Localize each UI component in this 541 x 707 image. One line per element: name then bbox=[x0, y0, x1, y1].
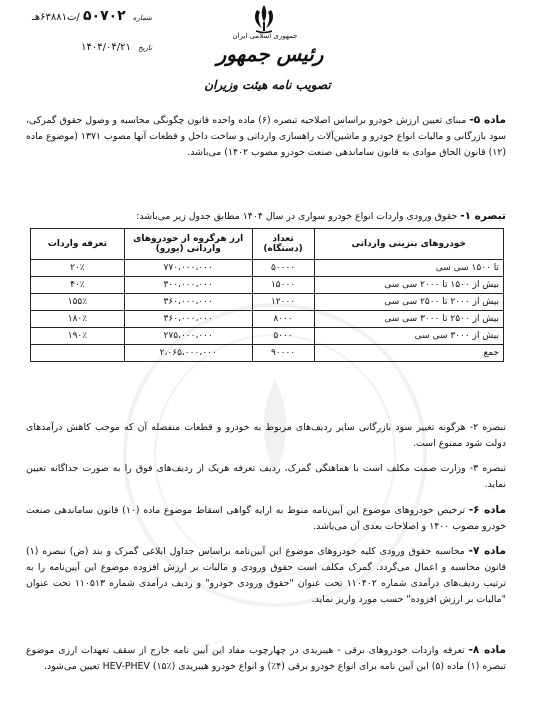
article-7-body: محاسبه حقوق ورودی کلیه خودروهای موضوع این آیین‌نامه براساس جداول ابلاغی گمرک و بند (ض) تبصره (۱) قانون محاسبه و اعمال می‌گردد. گمرک مکلف است حقوق ورودی و مالیات بر ارزش افزوده موضوع این آیین‌نامه را به ترتیب ردیف‌های درآمدی شماره ۱۱۰۴۰۲ تحت عنوان "حقوق ورودی خودرو" و ردیف درآمدی شماره ۱۱۰۵۱۳ تحت عنوان "مالیات بر ارزش افزوده" حسب مورد واریز نماید. bbox=[26, 546, 506, 605]
row-value: ۳۶۰،۰۰۰،۰۰۰ bbox=[124, 294, 252, 311]
note-1 bbox=[26, 208, 506, 225]
row-tariff: ۱۵۵٪ bbox=[31, 294, 125, 311]
note-1-title: تبصره ۱- bbox=[460, 210, 506, 222]
date-value: ۱۴۰۴/۰۴/۲۱ bbox=[81, 42, 131, 53]
article-8-body: تعرفه واردات خودروهای برقی - هیبریدی در چهارچوب مفاد این آیین نامه خارج از سقف تعهدات ارزی موضوع تبصره (۱) ماده (۵) این آیین نامه برای انواع خودرو برقی (۴٪) و انواع خودرو هیبریدی HEV-PHEV (۱۵٪) تعیین می‌شود. bbox=[26, 645, 506, 672]
note-2: تبصره ۲- هرگونه تغییر سود بازرگانی سایر ردیف‌های مربوط به خودرو و قطعات منفصله آن که موجب کاهش درآمدهای دولت شود ممنوع است. bbox=[26, 422, 506, 449]
article-6-title: ماده ۶- bbox=[468, 504, 506, 516]
article-7 bbox=[26, 543, 506, 608]
date-label: تاریخ bbox=[138, 44, 152, 52]
row-value: ۳۶۰،۰۰۰،۰۰۰ bbox=[124, 311, 252, 328]
article-5 bbox=[26, 112, 506, 161]
row-value: ۲۷۵،۰۰۰،۰۰۰ bbox=[124, 328, 252, 345]
row-value: ۷۷۰،۰۰۰،۰۰۰ bbox=[124, 260, 252, 277]
col-header-tariff: تعرفه واردات bbox=[31, 229, 125, 260]
row-count: ۱۵۰۰۰ bbox=[252, 277, 314, 294]
table-row bbox=[31, 260, 504, 277]
number-value: ۵۰۷۰۲ bbox=[82, 8, 126, 24]
total-tariff bbox=[31, 345, 125, 362]
total-count: ۹۰۰۰۰ bbox=[252, 345, 314, 362]
note-1-body: حقوق ورودی واردات انواع خودرو سواری در سال ۱۴۰۴ مطابق جدول زیر می‌باشد: bbox=[136, 211, 461, 222]
article-6 bbox=[26, 502, 506, 535]
row-tariff: ۱۸۰٪ bbox=[31, 311, 125, 328]
document-number bbox=[2, 8, 152, 24]
table-total-row bbox=[31, 345, 504, 362]
document-date bbox=[2, 42, 152, 53]
row-label: بیش از ۳۰۰۰ سی سی bbox=[314, 328, 503, 345]
row-count: ۵۰۰۰ bbox=[252, 328, 314, 345]
row-count: ۵۰۰۰۰ bbox=[252, 260, 314, 277]
number-label: شماره bbox=[132, 14, 152, 22]
reference-value: /ت۶۳۸۸۱هـ bbox=[31, 12, 80, 23]
article-6-body: ترخیص خودروهای موضوع این آیین‌نامه منوط به ارایه گواهی اسقاط موضوع ماده (۱۰) قانون ساماندهی صنعت خودرو مصوب ۱۴۰۰ و اصلاحات بعدی آن می‌باشد. bbox=[26, 505, 506, 532]
article-8 bbox=[26, 642, 506, 675]
president-heading: رئیس جمهور bbox=[216, 42, 324, 66]
row-label: بیش از ۱۵۰۰ تا ۲۰۰۰ سی سی bbox=[314, 277, 503, 294]
col-header-count: تعداد (دستگاه) bbox=[252, 229, 314, 260]
row-label: تا ۱۵۰۰ سی سی bbox=[314, 260, 503, 277]
total-label: جمع bbox=[314, 345, 503, 362]
row-label: بیش از ۲۰۰۰ تا ۲۵۰۰ سی سی bbox=[314, 294, 503, 311]
iran-emblem-icon bbox=[244, 2, 284, 36]
col-header-value: ارز هرگروه از خودروهای وارداتی (یورو) bbox=[124, 229, 252, 260]
article-5-body: مبنای تعیین ارزش خودرو براساس اصلاحیه تبصره (۶) ماده واحده قانون چگونگی محاسبه و وصول حقوق گمرکی، سود بازرگانی و مالیات انواع خودرو و ماشین‌آلات راهسازی وارداتی و ساخت داخل و قطعات آنها مصوب ۱۳۷۱ (موضوع ماده (۱۲) قانون الحاق موادی به قانون ساماندهی صنعت خودرو مصوب ۱۴۰۲) می‌باشد. bbox=[26, 115, 506, 158]
row-count: ۸۰۰۰ bbox=[252, 311, 314, 328]
table-row bbox=[31, 294, 504, 311]
note-3: تبصره ۳- وزارت صمت مکلف است با هماهنگی گمرک، ردیف تعرفه هریک از ردیف‌های فوق را به صورت جداگانه تعیین نماید. bbox=[26, 463, 506, 490]
row-count: ۱۲۰۰۰ bbox=[252, 294, 314, 311]
table-row bbox=[31, 311, 504, 328]
col-header-vehicle: خودروهای بنزینی وارداتی bbox=[314, 229, 503, 260]
cabinet-resolution-heading: تصویب نامه هیئت وزیران bbox=[204, 78, 331, 92]
government-line: جمهوری اسلامی ایران bbox=[232, 32, 298, 40]
row-tariff: ۱۹۰٪ bbox=[31, 328, 125, 345]
table-header-row bbox=[31, 229, 504, 260]
row-label: بیش از ۲۵۰۰ تا ۳۰۰۰ سی سی bbox=[314, 311, 503, 328]
row-value: ۳۰۰،۰۰۰،۰۰۰ bbox=[124, 277, 252, 294]
article-8-title: ماده ۸- bbox=[468, 644, 507, 656]
table-row bbox=[31, 277, 504, 294]
import-tariff-table bbox=[30, 228, 504, 362]
row-tariff: ۴۰٪ bbox=[31, 277, 125, 294]
table-row bbox=[31, 328, 504, 345]
article-5-title: ماده ۵- bbox=[469, 114, 507, 126]
row-tariff: ۲۰٪ bbox=[31, 260, 125, 277]
article-7-title: ماده ۷- bbox=[468, 545, 506, 557]
total-value: ۲،۰۶۵،۰۰۰،۰۰۰ bbox=[124, 345, 252, 362]
